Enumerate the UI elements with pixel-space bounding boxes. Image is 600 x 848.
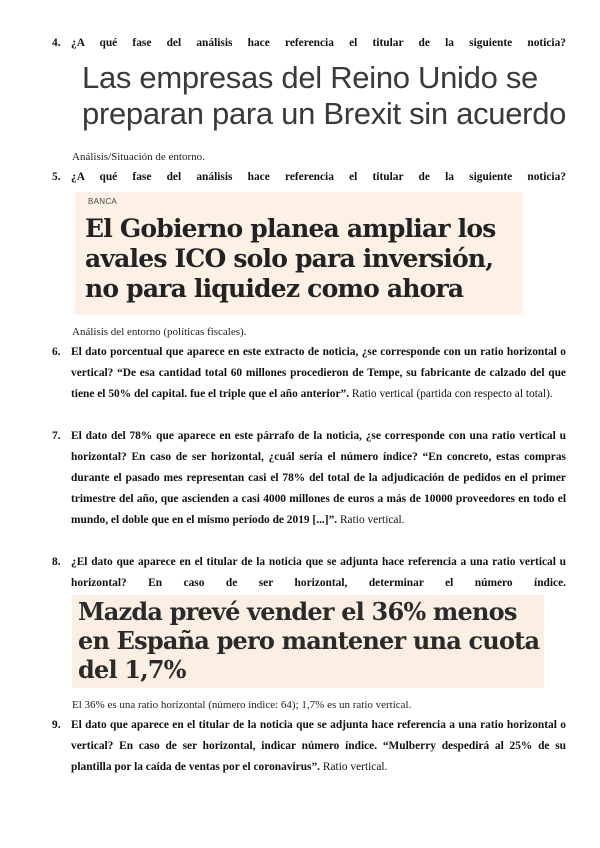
question-8: [52, 552, 566, 594]
inline-answer: Ratio vertical.: [337, 514, 405, 526]
question-number: 4.: [52, 37, 61, 49]
question-number: 6.: [52, 346, 61, 358]
answer-4: Análisis/Situación de entorno.: [72, 151, 205, 163]
inline-answer: Ratio vertical.: [320, 761, 388, 773]
question-number: 9.: [52, 719, 61, 731]
news-headline-mazda: Mazda prevé vender el 36% menos en España pero mantener una cuota del 1,7%: [78, 597, 540, 684]
question-4: [52, 33, 566, 54]
answer-8: El 36% es una ratio horizontal (número índice: 64); 1,7% es un ratio vertical.: [72, 699, 412, 711]
question-text: [71, 426, 566, 531]
question-body: El dato del 78% que aparece en este párrafo de la noticia, ¿se corresponde con una ratio vertical u horizontal? En caso de ser horizontal, ¿cuál sería el número índice? “En concreto, estas compras durante el pasado mes representan casi el 78% del total de la adjudicación de pedidos en el primer trimestre del año, que ascienden a casi 4000 millones de euros a más de 10000 proveedores en todo el mundo, el doble que en el mismo período de 2019 [...]”.: [71, 430, 566, 526]
news-headline-ico: El Gobierno planea ampliar los avales ICO solo para inversión, no para liquidez como ahora: [85, 214, 496, 303]
question-text: [71, 715, 566, 778]
news-section-kicker: BANCA: [88, 197, 118, 206]
inline-answer: Ratio vertical (partida con respecto al total).: [349, 388, 553, 400]
question-text: ¿A qué fase del análisis hace referencia el titular de la siguiente noticia?: [71, 171, 566, 183]
question-number: 5.: [52, 171, 61, 183]
question-5: [52, 167, 566, 188]
news-headline-brexit: Las empresas del Reino Unido se preparan para un Brexit sin acuerdo: [82, 60, 567, 131]
question-body: El dato porcentual que aparece en este extracto de noticia, ¿se corresponde con un ratio horizontal o vertical? “De esa cantidad total 60 millones procedieron de Tempe, su fabricante de calzado del que tiene el 50% del capital. fue el triple que el año anterior”.: [71, 346, 566, 400]
question-number: 7.: [52, 430, 61, 442]
answer-5: Análisis del entorno (políticas fiscales).: [72, 326, 247, 338]
question-body: El dato que aparece en el titular de la noticia que se adjunta hace referencia a una ratio horizontal o vertical? En caso de ser horizontal, indicar número índice. “Mulberry despedirá al 25% de su plantilla por la caída de ventas por el coronavirus”.: [71, 719, 566, 773]
question-text: ¿El dato que aparece en el titular de la noticia que se adjunta hace referencia a una ratio vertical u horizontal? En caso de ser horizontal, determinar el número índice.: [71, 556, 566, 589]
question-7: [52, 426, 566, 531]
question-9: [52, 715, 566, 778]
question-text: [71, 342, 566, 405]
question-number: 8.: [52, 556, 61, 568]
question-6: [52, 342, 566, 405]
question-text: ¿A qué fase del análisis hace referencia el titular de la siguiente noticia?: [71, 37, 566, 49]
